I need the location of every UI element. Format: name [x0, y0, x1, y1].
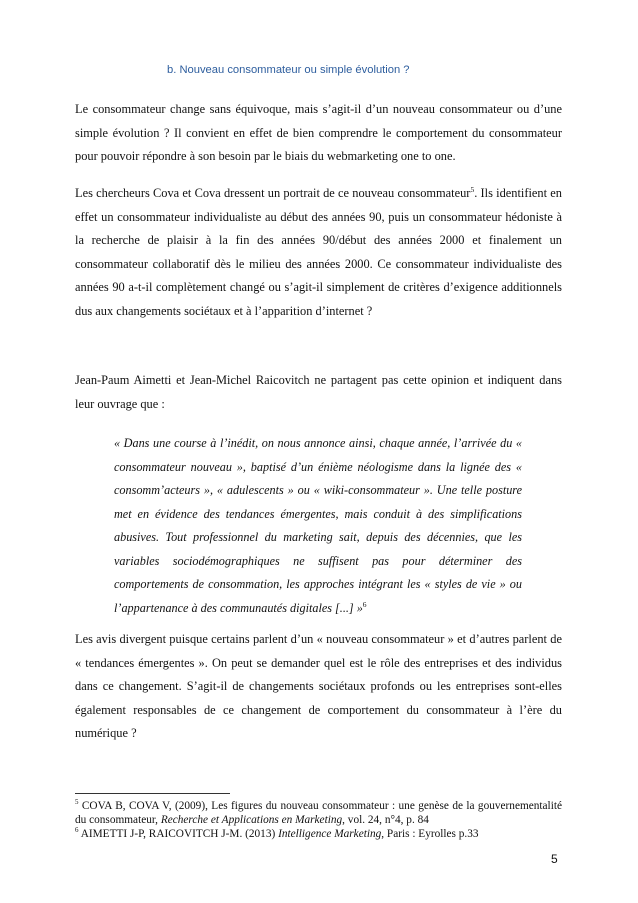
section-heading: b. Nouveau consommateur ou simple évolution ? — [167, 64, 410, 76]
footnote-separator — [75, 793, 230, 794]
paragraph-2-text-start: Les chercheurs Cova et Cova dressent un portrait de ce nouveau consommateur — [75, 186, 471, 200]
footnote-text-end: , Paris : Eyrolles p.33 — [381, 828, 479, 840]
footnote-text: COVA B, COVA V, (2009), Les figures du nouveau consommateur : une genèse de la gouvernementalité du consommateur, — [75, 800, 562, 826]
paragraph-4: Les avis divergent puisque certains parlent d’un « nouveau consommateur » et d’autres parlent de « tendances émergentes ». On peut se demander quel est le rôle des entreprises et des individus dans ce changement. S’agit-il de changements sociétaux profonds ou les entreprises sont-elles également responsables de ce changement de comportement du consommateur à l’ère du numérique ? — [75, 632, 562, 741]
paragraph-2 — [75, 182, 562, 324]
paragraph-2-text-end: . Ils identifient en effet un consommateur individualiste au début des années 90, puis un consommateur hédoniste à la recherche de plaisir à la fin des années 90/début des années 2000 et finalement un consommateur collaboratif dès le milieu des années 2000. Ce consommateur individualiste des années 90 a-t-il complètement changé ou s’agit-il simplement de critères d’exigence additionnels dus aux changements sociétaux et à l’apparition d’internet ? — [75, 186, 562, 318]
footnote-number: 6 — [75, 826, 79, 835]
footnote-journal-title: Recherche et Applications en Marketing — [160, 813, 343, 826]
footnote-ref-6[interactable]: 6 — [362, 599, 367, 609]
footnote-6 — [75, 828, 562, 842]
paragraph-1: Le consommateur change sans équivoque, mais s’agit-il d’un nouveau consommateur ou d’une simple évolution ? Il convient en effet de bien comprendre le comportement du consommateur pour pouvoir répondre à son besoin par le biais du webmarketing one to one. — [75, 102, 562, 164]
footnote-number: 5 — [75, 798, 79, 807]
footnote-ref-5[interactable]: 5 — [470, 184, 475, 194]
paragraph-3: Jean-Paum Aimetti et Jean-Michel Raicovitch ne partagent pas cette opinion et indiquent dans leur ouvrage que : — [75, 373, 562, 411]
page-number: 5 — [551, 852, 558, 866]
footnote-book-title: Intelligence Marketing — [278, 828, 382, 840]
quote-text: « Dans une course à l’inédit, on nous annonce ainsi, chaque année, l’arrivée du « consommateur nouveau », baptisé d’un énième néologisme dans la lignée des « consomm’acteurs », « adulescents » ou « wiki-consommateur ». Une telle posture met en évidence des tendances émergentes, mais conduit à des simplifications abusives. Tout professionnel du marketing sait, depuis des décennies, que les variables sociodémographiques ne suffisent pas pour déterminer des comportements de consommation, les approches intégrant les « styles de vie » ou l’appartenance à des communautés digitales [...] » — [114, 436, 522, 615]
footnote-text-end: , vol. 24, n°4, p. 84 — [342, 813, 429, 826]
block-quote — [114, 432, 522, 620]
footnote-text: AIMETTI J-P, RAICOVITCH J-M. (2013) — [78, 828, 279, 840]
footnote-5 — [75, 800, 562, 828]
